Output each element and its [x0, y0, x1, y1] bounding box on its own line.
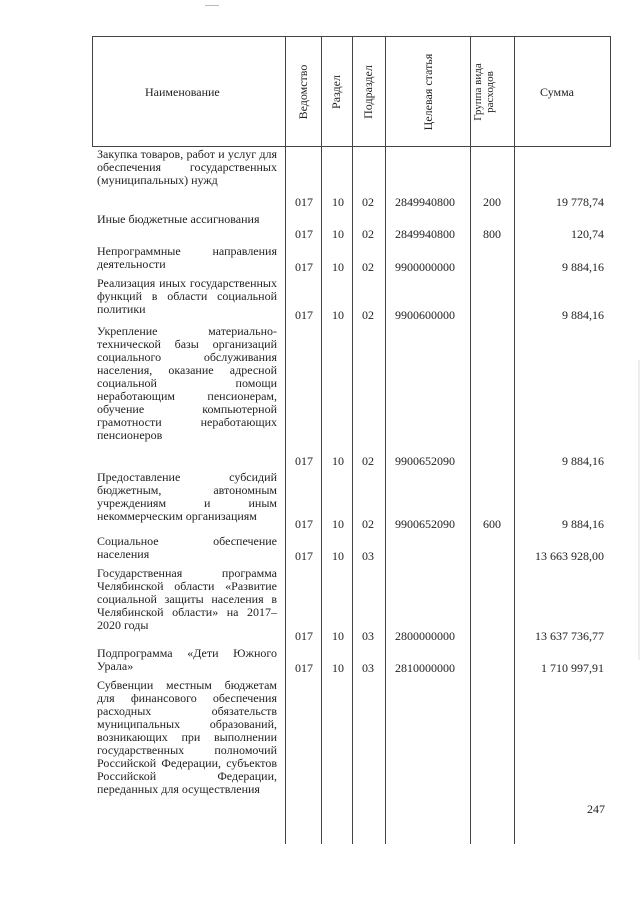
row-section: 10 [332, 517, 344, 531]
row-name: Реализация иных государственных функций в области социальной политики [97, 276, 277, 316]
row-subsection: 03 [362, 661, 374, 675]
header-target: Целевая статья [421, 53, 435, 131]
row-group: 600 [483, 517, 501, 531]
col-border [385, 36, 386, 844]
scan-mark [205, 5, 219, 6]
row-dept: 017 [295, 549, 313, 563]
row-name: Социальное обеспечение населения [97, 534, 277, 561]
row-name: Государственная программа Челябинской области «Развитие социальной защиты населения в Челябинской области» на 2017–2020 годы [97, 566, 277, 632]
row-section: 10 [332, 629, 344, 643]
row-dept: 017 [295, 308, 313, 322]
row-sum: 13 637 736,77 [535, 629, 604, 643]
row-target: 2849940800 [395, 227, 455, 241]
header-subsection: Подраздел [361, 65, 375, 119]
col-border [92, 36, 93, 147]
col-border [470, 36, 471, 844]
row-section: 10 [332, 661, 344, 675]
col-border [321, 36, 322, 844]
header-section: Раздел [329, 75, 343, 109]
row-sum: 9 884,16 [562, 454, 604, 468]
row-dept: 017 [295, 227, 313, 241]
col-border [352, 36, 353, 844]
row-sum: 9 884,16 [562, 517, 604, 531]
row-sum: 9 884,16 [562, 260, 604, 274]
row-sum: 13 663 928,00 [535, 549, 604, 563]
row-dept: 017 [295, 661, 313, 675]
row-subsection: 02 [362, 260, 374, 274]
row-target: 2810000000 [395, 661, 455, 675]
header-dept: Ведомство [296, 64, 310, 120]
row-group: 800 [483, 227, 501, 241]
row-name: Закупка товаров, работ и услуг для обеспечения государственных (муниципальных) нужд [97, 147, 277, 187]
row-sum: 9 884,16 [562, 308, 604, 322]
row-section: 10 [332, 308, 344, 322]
row-name: Подпрограмма «Дети Южного Урала» [97, 646, 277, 673]
row-target: 9900652090 [395, 517, 455, 531]
header-sum: Сумма [540, 85, 574, 99]
row-subsection: 02 [362, 308, 374, 322]
row-name: Предоставление субсидий бюджетным, автономным учреждениям и иным некоммерческим организациям [97, 470, 277, 523]
row-dept: 017 [295, 629, 313, 643]
row-section: 10 [332, 227, 344, 241]
row-target: 9900000000 [395, 260, 455, 274]
row-dept: 017 [295, 195, 313, 209]
row-sum: 120,74 [571, 227, 604, 241]
row-section: 10 [332, 549, 344, 563]
row-subsection: 02 [362, 195, 374, 209]
row-name: Непрограммные направления деятельности [97, 244, 277, 271]
row-dept: 017 [295, 517, 313, 531]
row-subsection: 03 [362, 629, 374, 643]
row-target: 2849940800 [395, 195, 455, 209]
row-target: 2800000000 [395, 629, 455, 643]
row-dept: 017 [295, 454, 313, 468]
header-exp-group: Группа вида расходов [472, 63, 496, 121]
row-name: Иные бюджетные ассигнования [97, 212, 260, 226]
row-name: Субвенции местным бюджетам для финансового обеспечения расходных обязательств муниципальных образований, возникающих при выполнении государственных полномочий Российской Федерации, субъектов Российской Федерации, переданных для осуществления [97, 678, 277, 796]
row-section: 10 [332, 454, 344, 468]
row-target: 9900652090 [395, 454, 455, 468]
row-section: 10 [332, 195, 344, 209]
row-target: 9900600000 [395, 308, 455, 322]
row-sum: 19 778,74 [556, 195, 604, 209]
header-name: Наименование [145, 85, 220, 99]
row-name: Укрепление материально-технической базы организаций социального обслуживания населения, оказание адресной социальной помощи неработающим пенсионерам, обучение компьютерной грамотности неработающих пенсионеров [97, 324, 277, 442]
row-dept: 017 [295, 260, 313, 274]
row-subsection: 02 [362, 227, 374, 241]
col-border [285, 36, 286, 844]
row-sum: 1 710 997,91 [541, 661, 604, 675]
row-section: 10 [332, 260, 344, 274]
row-subsection: 02 [362, 454, 374, 468]
col-border [610, 36, 611, 147]
row-group: 200 [483, 195, 501, 209]
row-subsection: 02 [362, 517, 374, 531]
row-subsection: 03 [362, 549, 374, 563]
page-number: 247 [587, 802, 605, 816]
col-border [514, 36, 515, 844]
